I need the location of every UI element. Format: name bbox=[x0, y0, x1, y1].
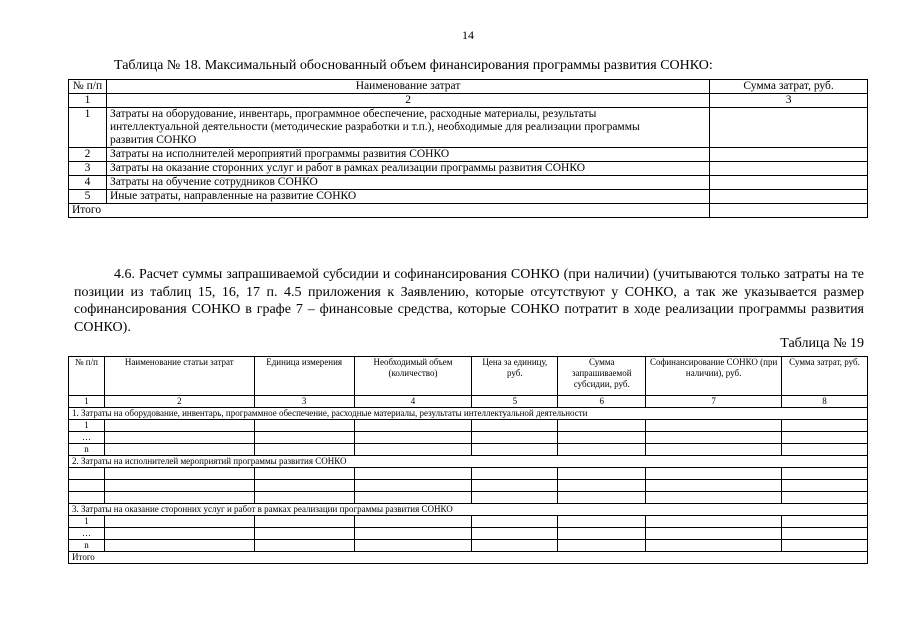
table-row bbox=[69, 492, 868, 504]
table-row bbox=[69, 432, 868, 444]
table-row bbox=[69, 176, 868, 190]
t19-header: № п/п bbox=[69, 357, 105, 396]
t18-header-name: Наименование затрат bbox=[106, 80, 709, 94]
table-row bbox=[69, 528, 868, 540]
table-row bbox=[69, 420, 868, 432]
table-row bbox=[69, 468, 868, 480]
t18-colnum: 3 bbox=[710, 94, 868, 108]
row-label: … bbox=[69, 528, 105, 540]
t19-colnum: 8 bbox=[782, 396, 868, 408]
t18-colnum: 1 bbox=[69, 94, 107, 108]
t19-colnum: 2 bbox=[104, 396, 254, 408]
t18-row-name: Затраты на исполнителей мероприятий программы развития СОНКО bbox=[106, 148, 709, 162]
section-4-6-paragraph: 4.6. Расчет суммы запрашиваемой субсидии и софинансирования СОНКО (при наличии) (учитываются только затраты на те позиции из таблиц 15, 16, 17 п. 4.5 приложения к Заявлению, которые отсутствуют у СОНКО, а так же указывается размер софинансирования СОНКО в графе 7 – финансовые средства, которые СОНКО потратит в ходе реализации программы развития СОНКО). bbox=[74, 267, 864, 335]
table-row bbox=[69, 190, 868, 204]
table18 bbox=[68, 79, 868, 218]
t19-header: Наименование статьи затрат bbox=[104, 357, 254, 396]
t19-header: Сумма затрат, руб. bbox=[782, 357, 868, 396]
table-row bbox=[69, 162, 868, 176]
t19-header: Цена за единицу, руб. bbox=[472, 357, 558, 396]
t18-row-name: Затраты на обучение сотрудников СОНКО bbox=[106, 176, 709, 190]
row-label: … bbox=[69, 432, 105, 444]
t19-header: Необходимый объем (количество) bbox=[354, 357, 472, 396]
table19 bbox=[68, 356, 868, 564]
t18-row-name: Затраты на оборудование, инвентарь, программное обеспечение, расходные материалы, результаты интеллектуальной деятельности (методические разработки и т.п.), необходимые для реализации программы развития СОНКО bbox=[106, 108, 709, 148]
t19-header: Сумма запрашиваемой субсидии, руб. bbox=[558, 357, 646, 396]
t18-row-num: 2 bbox=[69, 148, 107, 162]
t19-colnum: 1 bbox=[69, 396, 105, 408]
table18-caption: Таблица № 18. Максимальный обоснованный объем финансирования программы развития СОНКО: bbox=[114, 58, 713, 73]
table-row bbox=[69, 540, 868, 552]
row-label: n bbox=[69, 444, 105, 456]
t19-section-1: 1. Затраты на оборудование, инвентарь, программное обеспечение, расходные материалы, результаты интеллектуальной деятельности bbox=[69, 408, 868, 420]
table-row bbox=[69, 148, 868, 162]
table-row bbox=[69, 480, 868, 492]
t19-colnum: 7 bbox=[646, 396, 782, 408]
t18-colnum: 2 bbox=[106, 94, 709, 108]
table19-caption: Таблица № 19 bbox=[780, 336, 864, 351]
t18-row-sum bbox=[710, 148, 868, 162]
t18-row-name: Затраты на оказание сторонних услуг и работ в рамках реализации программы развития СОНКО bbox=[106, 162, 709, 176]
t19-header: Единица измерения bbox=[254, 357, 354, 396]
t18-row-num: 3 bbox=[69, 162, 107, 176]
t18-row-sum bbox=[710, 162, 868, 176]
t18-row-sum bbox=[710, 176, 868, 190]
t19-header: Софинансирование СОНКО (при наличии), руб. bbox=[646, 357, 782, 396]
t18-row-sum bbox=[710, 190, 868, 204]
t18-total-sum bbox=[710, 204, 868, 218]
table-row bbox=[69, 204, 868, 218]
t19-section-2: 2. Затраты на исполнителей мероприятий программы развития СОНКО bbox=[69, 456, 868, 468]
t18-total-label: Итого bbox=[69, 204, 710, 218]
t19-colnum: 6 bbox=[558, 396, 646, 408]
t19-colnum: 5 bbox=[472, 396, 558, 408]
table-row bbox=[69, 444, 868, 456]
t19-section-3: 3. Затраты на оказание сторонних услуг и работ в рамках реализации программы развития СОНКО bbox=[69, 504, 868, 516]
page-number: 14 bbox=[462, 28, 474, 42]
table-row bbox=[69, 516, 868, 528]
t18-row-num: 1 bbox=[69, 108, 107, 148]
t18-row-num: 5 bbox=[69, 190, 107, 204]
t18-row-num: 4 bbox=[69, 176, 107, 190]
t18-row-name: Иные затраты, направленные на развитие СОНКО bbox=[106, 190, 709, 204]
row-label: 1 bbox=[69, 516, 105, 528]
table-row bbox=[69, 108, 868, 148]
t18-header-num: № п/п bbox=[69, 80, 107, 94]
t18-row-sum bbox=[710, 108, 868, 148]
row-label: 1 bbox=[69, 420, 105, 432]
t19-total-label: Итого bbox=[69, 552, 868, 564]
row-label: n bbox=[69, 540, 105, 552]
t19-colnum: 3 bbox=[254, 396, 354, 408]
t18-header-sum: Сумма затрат, руб. bbox=[710, 80, 868, 94]
t19-colnum: 4 bbox=[354, 396, 472, 408]
